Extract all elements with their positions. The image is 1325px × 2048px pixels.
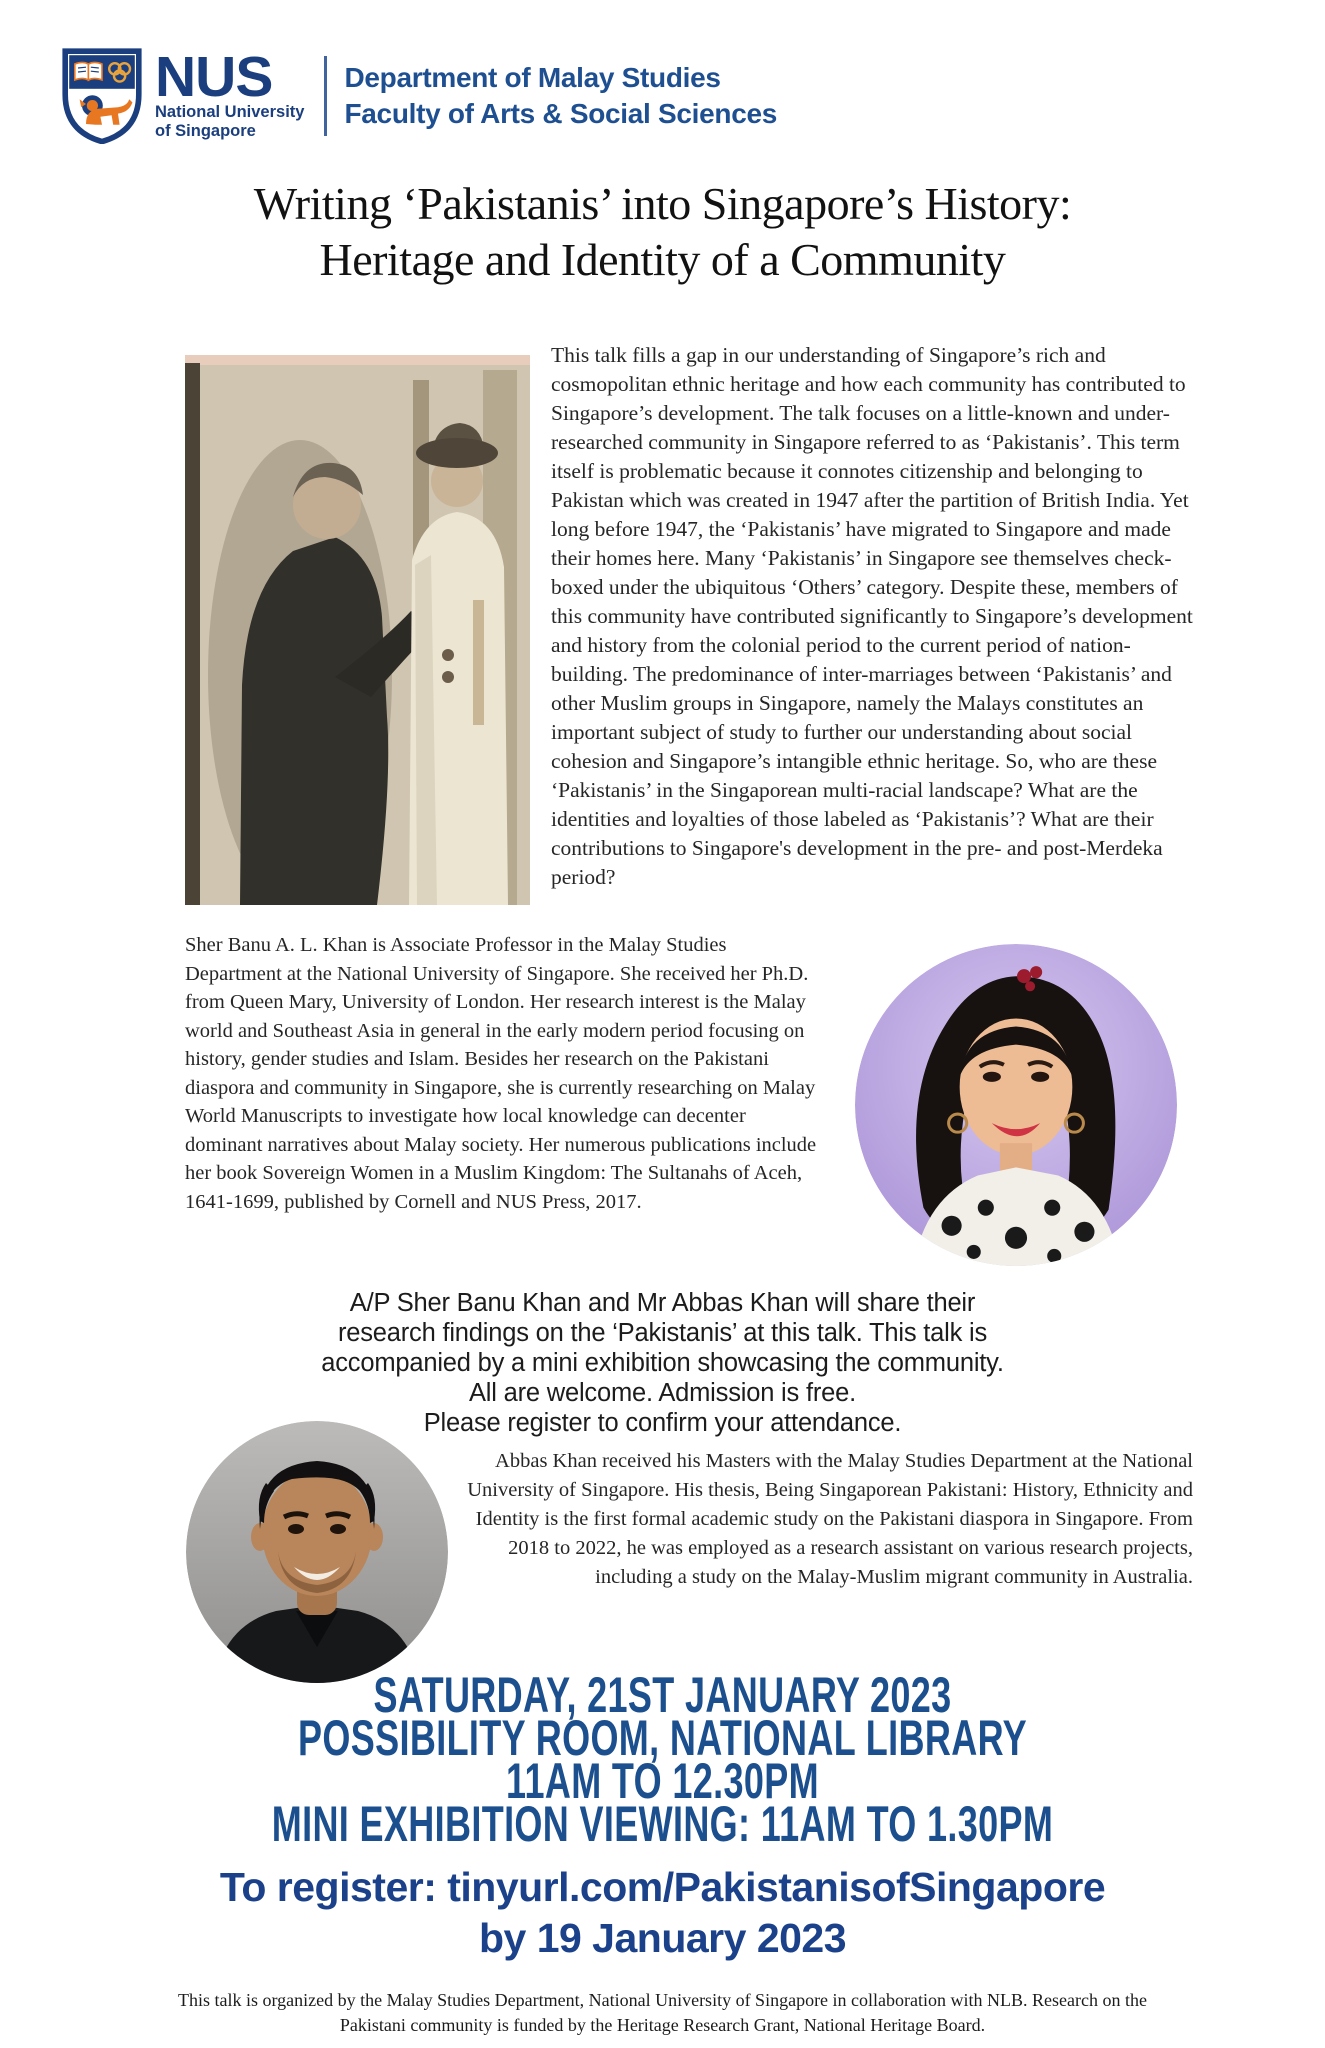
nus-wordmark	[155, 45, 305, 141]
nus-shield-logo	[62, 48, 142, 144]
speaker1-photo-art	[855, 944, 1177, 1266]
announcement-line5: Please register to confirm your attendance.	[423, 1409, 902, 1437]
announcement	[0, 1288, 1325, 1438]
nus-wordmark-text: NUS	[155, 45, 273, 109]
register-link[interactable]: To register: tinyurl.com/PakistanisofSingapore	[219, 1864, 1106, 1910]
logo-divider	[324, 56, 327, 136]
announcement-line2: research findings on the ‘Pakistanis’ at this talk. This talk is	[337, 1319, 988, 1347]
speaker2-photo	[186, 1421, 448, 1683]
register-deadline: by 19 January 2023	[478, 1915, 847, 1961]
speaker2-bio: Abbas Khan received his Masters with the Malay Studies Department at the National University of Singapore. His thesis, Being Singaporean Pakistani: History, Ethnicity and Identity is the first formal academic study on the Pakistani diaspora in Singapore. From 2018 to 2022, he was employed as a research assistant on various research projects, including a study on the Malay-Muslim migrant community in Australia.	[467, 1450, 1193, 1588]
event-time: 11AM TO 12.30PM	[506, 1753, 819, 1809]
event-venue: POSSIBILITY ROOM, NATIONAL LIBRARY	[298, 1710, 1027, 1766]
page-title-line1: Writing ‘Pakistanis’ into Singapore’s History:	[253, 178, 1072, 229]
footer	[0, 1988, 1325, 2038]
page-title	[0, 176, 1325, 288]
event-details	[0, 1667, 1325, 1852]
department-line1: Department of Malay Studies	[344, 62, 721, 93]
speaker1-photo	[855, 944, 1177, 1266]
department-block	[344, 60, 777, 132]
department-line2: Faculty of Arts & Social Sciences	[344, 98, 778, 129]
event-date: SATURDAY, 21ST JANUARY 2023	[373, 1667, 952, 1723]
footer-line2: Pakistani community is funded by the Heritage Research Grant, National Heritage Board.	[339, 2015, 986, 2035]
nus-sub-line2: of Singapore	[155, 122, 256, 140]
historical-photo-art	[185, 355, 530, 905]
speaker1-bio: Sher Banu A. L. Khan is Associate Professor in the Malay Studies Department at the National University of Singapore. She received her Ph.D. from Queen Mary, University of London. Her research interest is the Malay world and Southeast Asia in general in the early modern period focusing on history, gender studies and Islam. Besides her research on the Pakistani diaspora and community in Singapore, she is currently researching on Malay World Manuscripts to investigate how local knowledge can decenter dominant narratives about Malay society. Her numerous publications include her book Sovereign Women in a Muslim Kingdom: The Sultanahs of Aceh, 1641-1699, published by Cornell and NUS Press, 2017.	[185, 934, 817, 1213]
event-exhibition: MINI EXHIBITION VIEWING: 11AM TO 1.30PM	[271, 1796, 1054, 1852]
register-block	[0, 1862, 1325, 1964]
announcement-line4: All are welcome. Admission is free.	[469, 1379, 856, 1407]
header	[62, 45, 778, 144]
speaker2-photo-art	[186, 1421, 448, 1683]
intro-paragraph: This talk fills a gap in our understanding of Singapore’s rich and cosmopolitan ethnic heritage and how each community has contributed to Singapore’s development. The talk focuses on a little-known and under-researched community in Singapore referred to as ‘Pakistanis’. This term itself is problematic because it connotes citizenship and belonging to Pakistan which was created in 1947 after the partition of British India. Yet long before 1947, the ‘Pakistanis’ have migrated to Singapore and made their homes here. Many ‘Pakistanis’ in Singapore see themselves check-boxed under the ubiquitous ‘Others’ category. Despite these, members of this community have contributed significantly to Singapore’s development and history from the colonial period to the current period of nation-building. The predominance of inter-marriages between ‘Pakistanis’ and other Muslim groups in Singapore, namely the Malays constitutes an important subject of study to further our understanding about social cohesion and Singapore’s intangible ethnic heritage. So, who are these ‘Pakistanis’ in the Singaporean multi-racial landscape? What are the identities and loyalties of those labeled as ‘Pakistanis’? What are their contributions to Singapore's development in the pre- and post-Merdeka period?	[551, 343, 1193, 889]
footer-line1: This talk is organized by the Malay Studies Department, National University of Singapore in collaboration with NLB. Research on the	[178, 1990, 1147, 2010]
nus-sub-line1: National University	[155, 103, 305, 121]
historical-photo	[185, 355, 530, 905]
announcement-line3: accompanied by a mini exhibition showcasing the community.	[321, 1349, 1004, 1377]
page-title-line2: Heritage and Identity of a Community	[319, 234, 1006, 285]
announcement-line1: A/P Sher Banu Khan and Mr Abbas Khan will share their	[349, 1289, 976, 1317]
